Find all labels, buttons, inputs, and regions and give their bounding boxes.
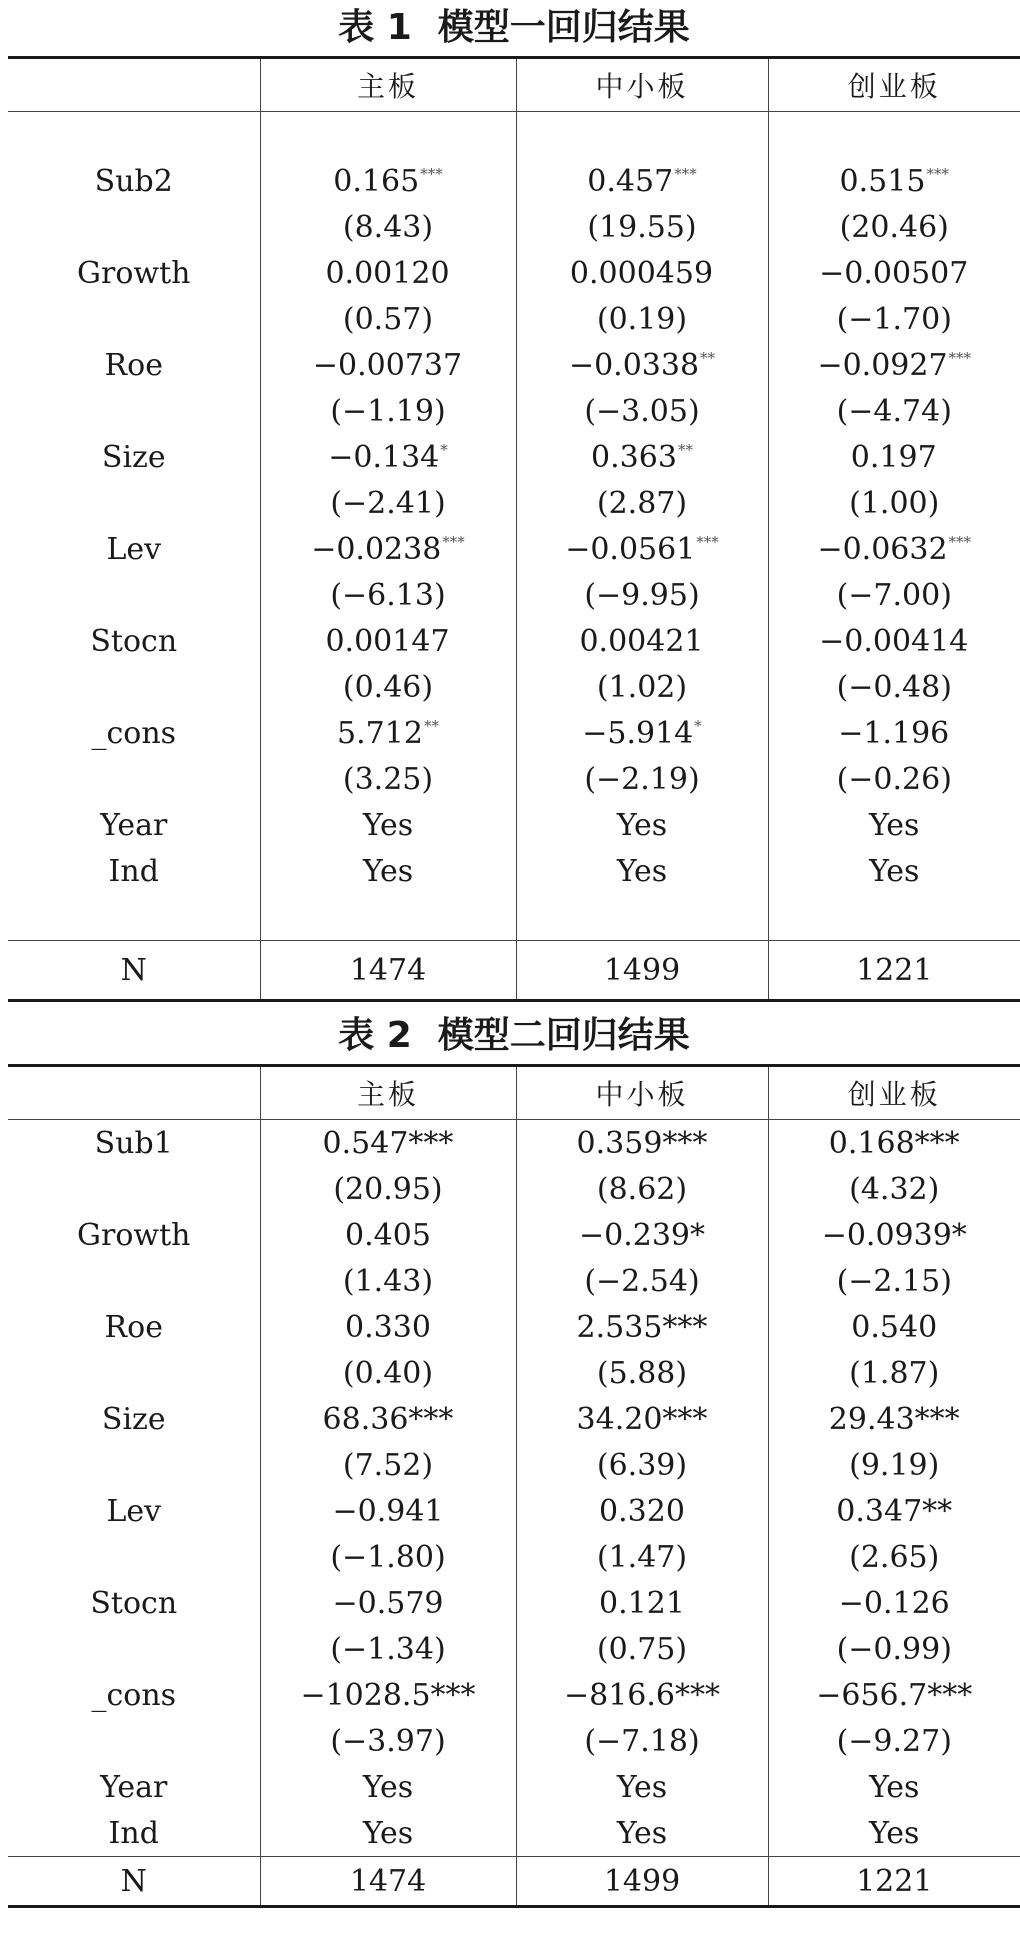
coef-value: 0.00120 (325, 255, 450, 291)
tstat-cell: (8.62) (516, 1166, 768, 1212)
coef-row-stocn (8, 1580, 1020, 1626)
variable-name: _cons (91, 1677, 177, 1713)
header-cell-variable (8, 58, 260, 112)
tstat-row-growth (8, 296, 1020, 342)
coef-value: −0.134 (328, 439, 440, 475)
header-cell-variable (8, 1066, 260, 1120)
coef-value: −0.00507 (819, 255, 969, 291)
coef-cell: −1028.5*** (260, 1672, 516, 1718)
coef-cell: 0.359*** (516, 1120, 768, 1167)
coef-row-size (8, 434, 1020, 480)
header-cell-main-board: 主板 (260, 1066, 516, 1120)
tstat-cell: (2.87) (516, 480, 768, 526)
coef-cell: 0.547*** (260, 1120, 516, 1167)
year-cell: Yes (768, 802, 1020, 848)
significance-stars: *** (420, 164, 443, 183)
n-row (8, 941, 1020, 1001)
variable-name: Sub1 (94, 1125, 173, 1161)
significance-stars: *** (696, 532, 719, 551)
coef-cell (768, 618, 1020, 664)
n-row (8, 1857, 1020, 1907)
tstat-cell: (4.32) (768, 1166, 1020, 1212)
coef-cell: −0.0939* (768, 1212, 1020, 1258)
tstat-cell: (2.65) (768, 1534, 1020, 1580)
tstat-row-cons (8, 756, 1020, 802)
coef-cell (768, 158, 1020, 204)
tstat-cell: (−3.97) (260, 1718, 516, 1764)
coef-cell (768, 250, 1020, 296)
tstat-row-size (8, 480, 1020, 526)
coef-row-cons (8, 710, 1020, 756)
spacer-row (8, 112, 1020, 159)
coef-value: 0.457 (587, 163, 674, 199)
coef-value: −0.0927 (817, 347, 948, 383)
coef-cell: −0.579 (260, 1580, 516, 1626)
year-row (8, 802, 1020, 848)
tstat-cell: (−0.99) (768, 1626, 1020, 1672)
ind-cell: Yes (768, 848, 1020, 894)
coef-value: −5.914 (582, 715, 694, 751)
coef-row-growth (8, 1212, 1020, 1258)
coef-cell: 2.535*** (516, 1304, 768, 1350)
coef-cell: −816.6*** (516, 1672, 768, 1718)
tstat-cell: (20.46) (768, 204, 1020, 250)
tstat-cell: (7.52) (260, 1442, 516, 1488)
coef-cell (516, 618, 768, 664)
tstat-cell: (1.00) (768, 480, 1020, 526)
coef-row-roe (8, 1304, 1020, 1350)
tstat-cell: (−0.48) (768, 664, 1020, 710)
variable-name: _cons (91, 715, 177, 751)
coef-cell (516, 710, 768, 756)
tstat-cell: (−2.19) (516, 756, 768, 802)
variable-name: N (8, 1857, 260, 1907)
ind-row (8, 848, 1020, 894)
significance-stars: ** (423, 716, 439, 735)
coef-value: −0.0238 (311, 531, 442, 567)
variable-name: N (8, 941, 260, 1001)
tstat-cell: (1.02) (516, 664, 768, 710)
table-1-block (8, 0, 1020, 1002)
coef-cell: 0.540 (768, 1304, 1020, 1350)
variable-name: Sub2 (94, 163, 173, 199)
year-cell: Yes (260, 1764, 516, 1810)
variable-name: Roe (104, 1309, 163, 1345)
coef-cell: 68.36*** (260, 1396, 516, 1442)
n-cell: 1499 (516, 1857, 768, 1907)
spacer-row (8, 894, 1020, 941)
variable-name: Growth (77, 1217, 191, 1253)
table-2-block (8, 1008, 1020, 1908)
variable-name: Ind (108, 1815, 159, 1851)
tstat-cell: (1.47) (516, 1534, 768, 1580)
coef-cell (260, 158, 516, 204)
tstat-cell: (1.87) (768, 1350, 1020, 1396)
coef-cell (260, 250, 516, 296)
coef-row-lev (8, 1488, 1020, 1534)
coef-row-roe (8, 342, 1020, 388)
coef-row-sub2 (8, 158, 1020, 204)
n-cell: 1474 (260, 1857, 516, 1907)
tstat-row-roe (8, 388, 1020, 434)
n-cell: 1499 (516, 941, 768, 1001)
year-cell: Yes (516, 802, 768, 848)
variable-name: Year (100, 1769, 168, 1805)
coef-value: −0.0632 (817, 531, 948, 567)
ind-cell: Yes (516, 848, 768, 894)
tstat-cell: (0.57) (260, 296, 516, 342)
significance-stars: *** (442, 532, 465, 551)
ind-cell: Yes (260, 848, 516, 894)
coef-cell (260, 710, 516, 756)
coef-value: 0.165 (333, 163, 420, 199)
tstat-cell: (−6.13) (260, 572, 516, 618)
tstat-row-size (8, 1442, 1020, 1488)
n-cell: 1474 (260, 941, 516, 1001)
tstat-cell: (−1.34) (260, 1626, 516, 1672)
variable-name: Ind (108, 853, 159, 889)
tstat-cell: (−1.80) (260, 1534, 516, 1580)
tstat-row-sub1 (8, 1166, 1020, 1212)
tstat-cell: (3.25) (260, 756, 516, 802)
coef-value: 0.515 (839, 163, 926, 199)
tstat-cell: (−1.70) (768, 296, 1020, 342)
variable-name: Stocn (90, 1585, 178, 1621)
coef-cell (260, 434, 516, 480)
tstat-cell: (0.75) (516, 1626, 768, 1672)
tstat-row-growth (8, 1258, 1020, 1304)
coef-cell: 0.405 (260, 1212, 516, 1258)
coef-cell: −0.126 (768, 1580, 1020, 1626)
table-1 (8, 56, 1020, 1002)
tstat-cell: (8.43) (260, 204, 516, 250)
variable-name: Stocn (90, 623, 178, 659)
coef-value: 0.197 (850, 439, 937, 475)
tstat-cell: (−0.26) (768, 756, 1020, 802)
tstat-cell: (−2.54) (516, 1258, 768, 1304)
header-cell-chinext-board: 创业板 (768, 58, 1020, 112)
tstat-cell: (−9.95) (516, 572, 768, 618)
tstat-cell: (20.95) (260, 1166, 516, 1212)
coef-cell (516, 434, 768, 480)
tstat-cell: (−2.15) (768, 1258, 1020, 1304)
coef-cell: −656.7*** (768, 1672, 1020, 1718)
tstat-row-cons (8, 1718, 1020, 1764)
tstat-cell: (0.40) (260, 1350, 516, 1396)
coef-cell: 0.347** (768, 1488, 1020, 1534)
table-2-caption (8, 1008, 1020, 1064)
variable-name: Year (100, 807, 168, 843)
coef-cell: 0.168*** (768, 1120, 1020, 1167)
coef-cell: 29.43*** (768, 1396, 1020, 1442)
coef-row-size (8, 1396, 1020, 1442)
significance-stars: *** (926, 164, 949, 183)
tstat-cell: (−2.41) (260, 480, 516, 526)
coef-cell (768, 710, 1020, 756)
tstat-row-lev (8, 1534, 1020, 1580)
tstat-cell: (−7.00) (768, 572, 1020, 618)
variable-name: Lev (106, 1493, 162, 1529)
year-cell: Yes (768, 1764, 1020, 1810)
variable-name: Growth (77, 255, 191, 291)
tstat-cell: (6.39) (516, 1442, 768, 1488)
tstat-cell: (1.43) (260, 1258, 516, 1304)
tstat-cell: (−9.27) (768, 1718, 1020, 1764)
significance-stars: * (694, 716, 702, 735)
year-row (8, 1764, 1020, 1810)
table-2-caption-title: 模型二回归结果 (437, 1015, 690, 1056)
tstat-row-roe (8, 1350, 1020, 1396)
coef-cell (516, 158, 768, 204)
coef-cell (260, 342, 516, 388)
coef-cell (516, 342, 768, 388)
coef-cell (260, 618, 516, 664)
coef-row-lev (8, 526, 1020, 572)
tstat-row-stocn (8, 664, 1020, 710)
significance-stars: * (440, 440, 448, 459)
header-cell-sme-board: 中小板 (516, 1066, 768, 1120)
coef-cell (516, 250, 768, 296)
variable-name: Roe (104, 347, 163, 383)
coef-cell (768, 526, 1020, 572)
table-1-caption-number: 表 1 (338, 7, 412, 48)
tstat-cell: (19.55) (516, 204, 768, 250)
coef-cell (516, 526, 768, 572)
n-cell: 1221 (768, 941, 1020, 1001)
coef-cell (768, 342, 1020, 388)
coef-value: −0.00414 (819, 623, 969, 659)
table-2 (8, 1064, 1020, 1908)
tstat-cell: (0.46) (260, 664, 516, 710)
coef-cell: −0.941 (260, 1488, 516, 1534)
header-cell-chinext-board: 创业板 (768, 1066, 1020, 1120)
coef-cell: 34.20*** (516, 1396, 768, 1442)
coef-row-cons (8, 1672, 1020, 1718)
year-cell: Yes (260, 802, 516, 848)
tstat-cell: (9.19) (768, 1442, 1020, 1488)
significance-stars: *** (948, 532, 972, 551)
header-cell-main-board: 主板 (260, 58, 516, 112)
tstat-cell: (0.19) (516, 296, 768, 342)
coef-value: 0.00147 (325, 623, 450, 659)
significance-stars: ** (700, 348, 716, 367)
table-2-header-row (8, 1066, 1020, 1120)
ind-cell: Yes (516, 1810, 768, 1857)
coef-value: −0.0561 (565, 531, 696, 567)
ind-cell: Yes (768, 1810, 1020, 1857)
table-1-caption-title: 模型一回归结果 (437, 7, 690, 48)
coef-value: 0.363 (591, 439, 677, 475)
table-1-caption (8, 0, 1020, 56)
coef-cell (768, 434, 1020, 480)
variable-name: Size (101, 1401, 166, 1437)
tstat-cell: (5.88) (516, 1350, 768, 1396)
table-2-caption-number: 表 2 (338, 1015, 412, 1056)
coef-value: −1.196 (838, 715, 950, 751)
significance-stars: ** (677, 440, 693, 459)
coef-cell (260, 526, 516, 572)
coef-cell: 0.121 (516, 1580, 768, 1626)
header-cell-sme-board: 中小板 (516, 58, 768, 112)
ind-cell: Yes (260, 1810, 516, 1857)
coef-value: −0.00737 (312, 347, 463, 383)
variable-name: Lev (106, 531, 162, 567)
coef-cell: 0.330 (260, 1304, 516, 1350)
year-cell: Yes (516, 1764, 768, 1810)
tstat-cell: (−4.74) (768, 388, 1020, 434)
coef-value: 0.00421 (579, 623, 704, 659)
coef-row-sub1 (8, 1120, 1020, 1167)
variable-name: Size (101, 439, 166, 475)
coef-cell: −0.239* (516, 1212, 768, 1258)
tstat-cell: (−7.18) (516, 1718, 768, 1764)
coef-value: 5.712 (337, 715, 423, 751)
coef-value: −0.0338 (568, 347, 700, 383)
coef-cell: 0.320 (516, 1488, 768, 1534)
tstat-row-stocn (8, 1626, 1020, 1672)
tstat-row-lev (8, 572, 1020, 618)
ind-row (8, 1810, 1020, 1857)
tstat-cell: (−1.19) (260, 388, 516, 434)
coef-value: 0.000459 (569, 255, 714, 291)
n-cell: 1221 (768, 1857, 1020, 1907)
coef-row-stocn (8, 618, 1020, 664)
significance-stars: *** (948, 348, 972, 367)
significance-stars: *** (674, 164, 697, 183)
tstat-cell: (−3.05) (516, 388, 768, 434)
tstat-row-sub2 (8, 204, 1020, 250)
table-1-header-row (8, 58, 1020, 112)
coef-row-growth (8, 250, 1020, 296)
